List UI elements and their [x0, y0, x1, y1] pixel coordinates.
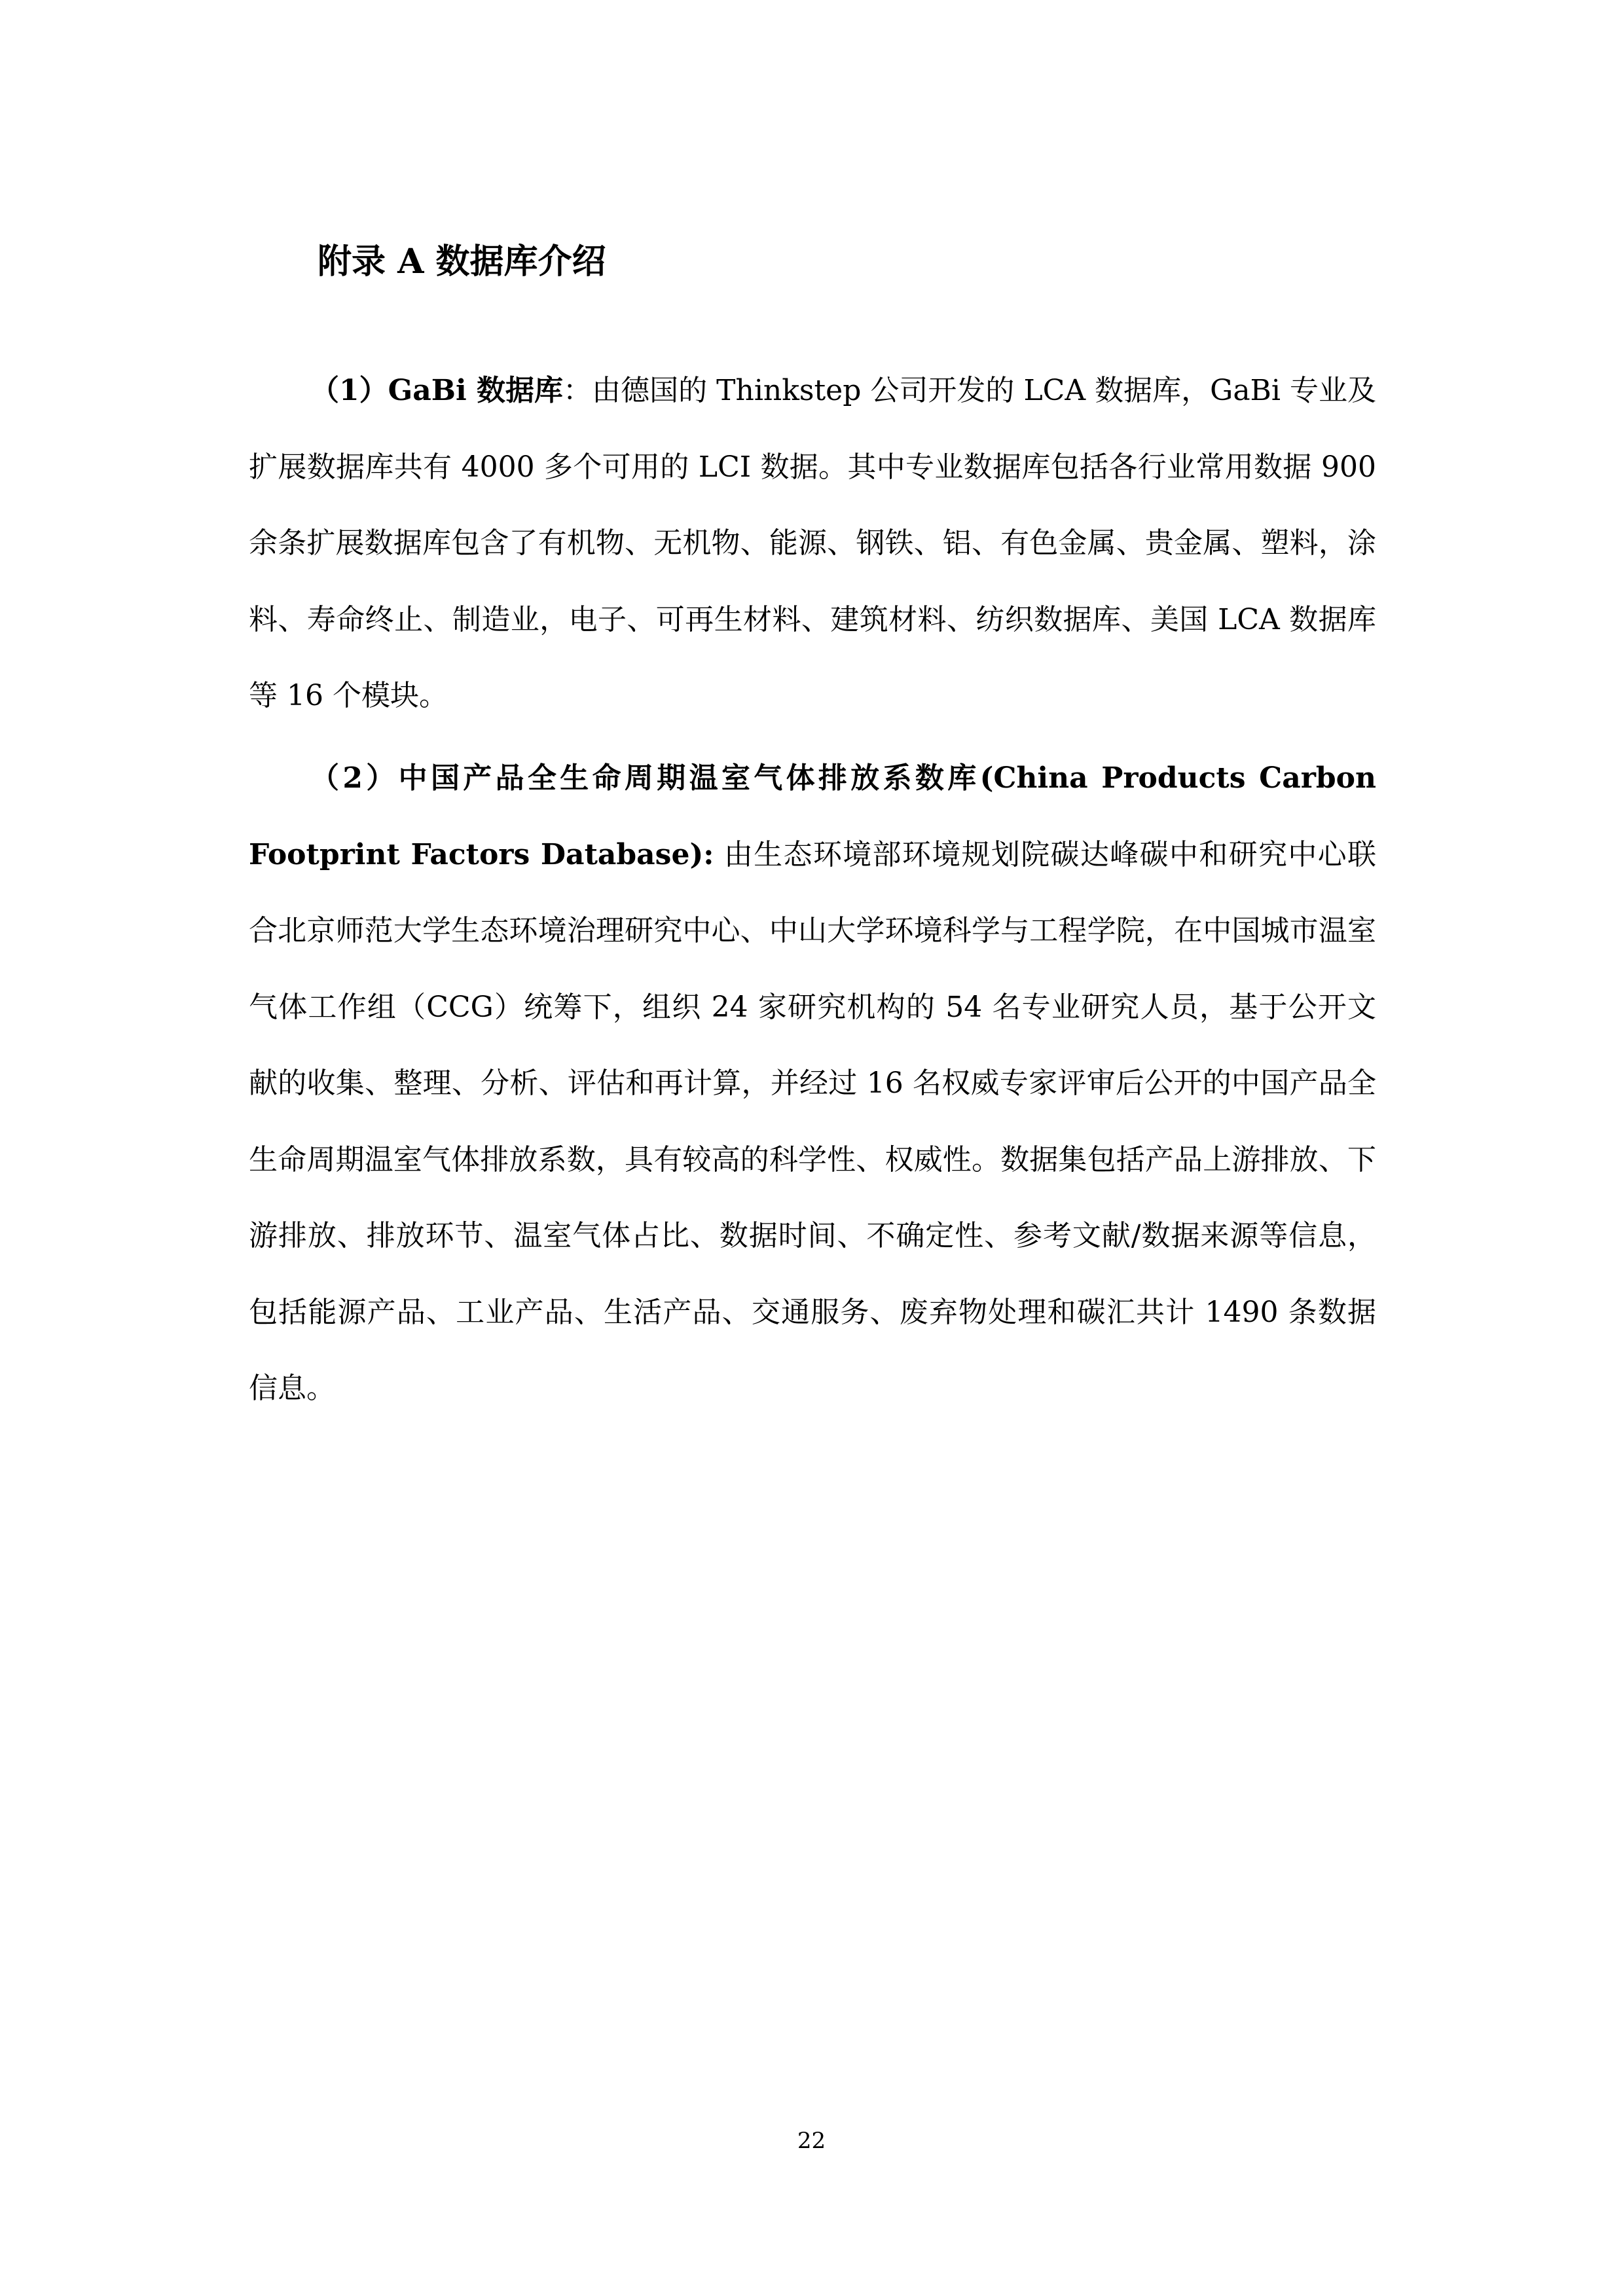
gabi-label: （1）GaBi 数据库 — [310, 374, 564, 407]
china-products-description: 由生态环境部环境规划院碳达峰碳中和研究中心联合北京师范大学生态环境治理研究中心、中山大学环境科学与工程学院，在中国城市温室气体工作组（CCG）统筹下，组织 24 家研究机构的 54 名专业研究人员，基于公开文献的收集、整理、分析、评估和再计算，并经过 16 名权威专家评审后公开的中国产品全生命周期温室气体排放系数，具有较高的科学性、权威性。数据集包括产品上游排放、下游排放、排放环节、温室气体占比、数据时间、不确定性、参考文献/数据来源等信息，包括能源产品、工业产品、生活产品、交通服务、废弃物处理和碳汇共计 1490 条数据信息。 — [249, 837, 1377, 1405]
china-products-label: （2）中国产品全生命周期温室气体排放系数库(China Products Carbon Footprint Factors Database): — [249, 761, 1376, 871]
paragraph-gabi — [249, 353, 1376, 735]
paragraph-china-products — [249, 740, 1376, 1427]
appendix-heading: 附录 A 数据库介绍 — [318, 242, 606, 282]
gabi-description: ：由德国的 Thinkstep 公司开发的 LCA 数据库，GaBi 专业及扩展数据库共有 4000 多个可用的 LCI 数据。其中专业数据库包括各行业常用数据 900 余条扩展数据库包含了有机物、无机物、能源、钢铁、铝、有色金属、贵金属、塑料，涂料、寿命终止、制造业，电子、可再生材料、建筑材料、纺织数据库、美国 LCA 数据库等 16 个模块。 — [249, 374, 1376, 712]
page-number: 22 — [797, 2128, 826, 2154]
